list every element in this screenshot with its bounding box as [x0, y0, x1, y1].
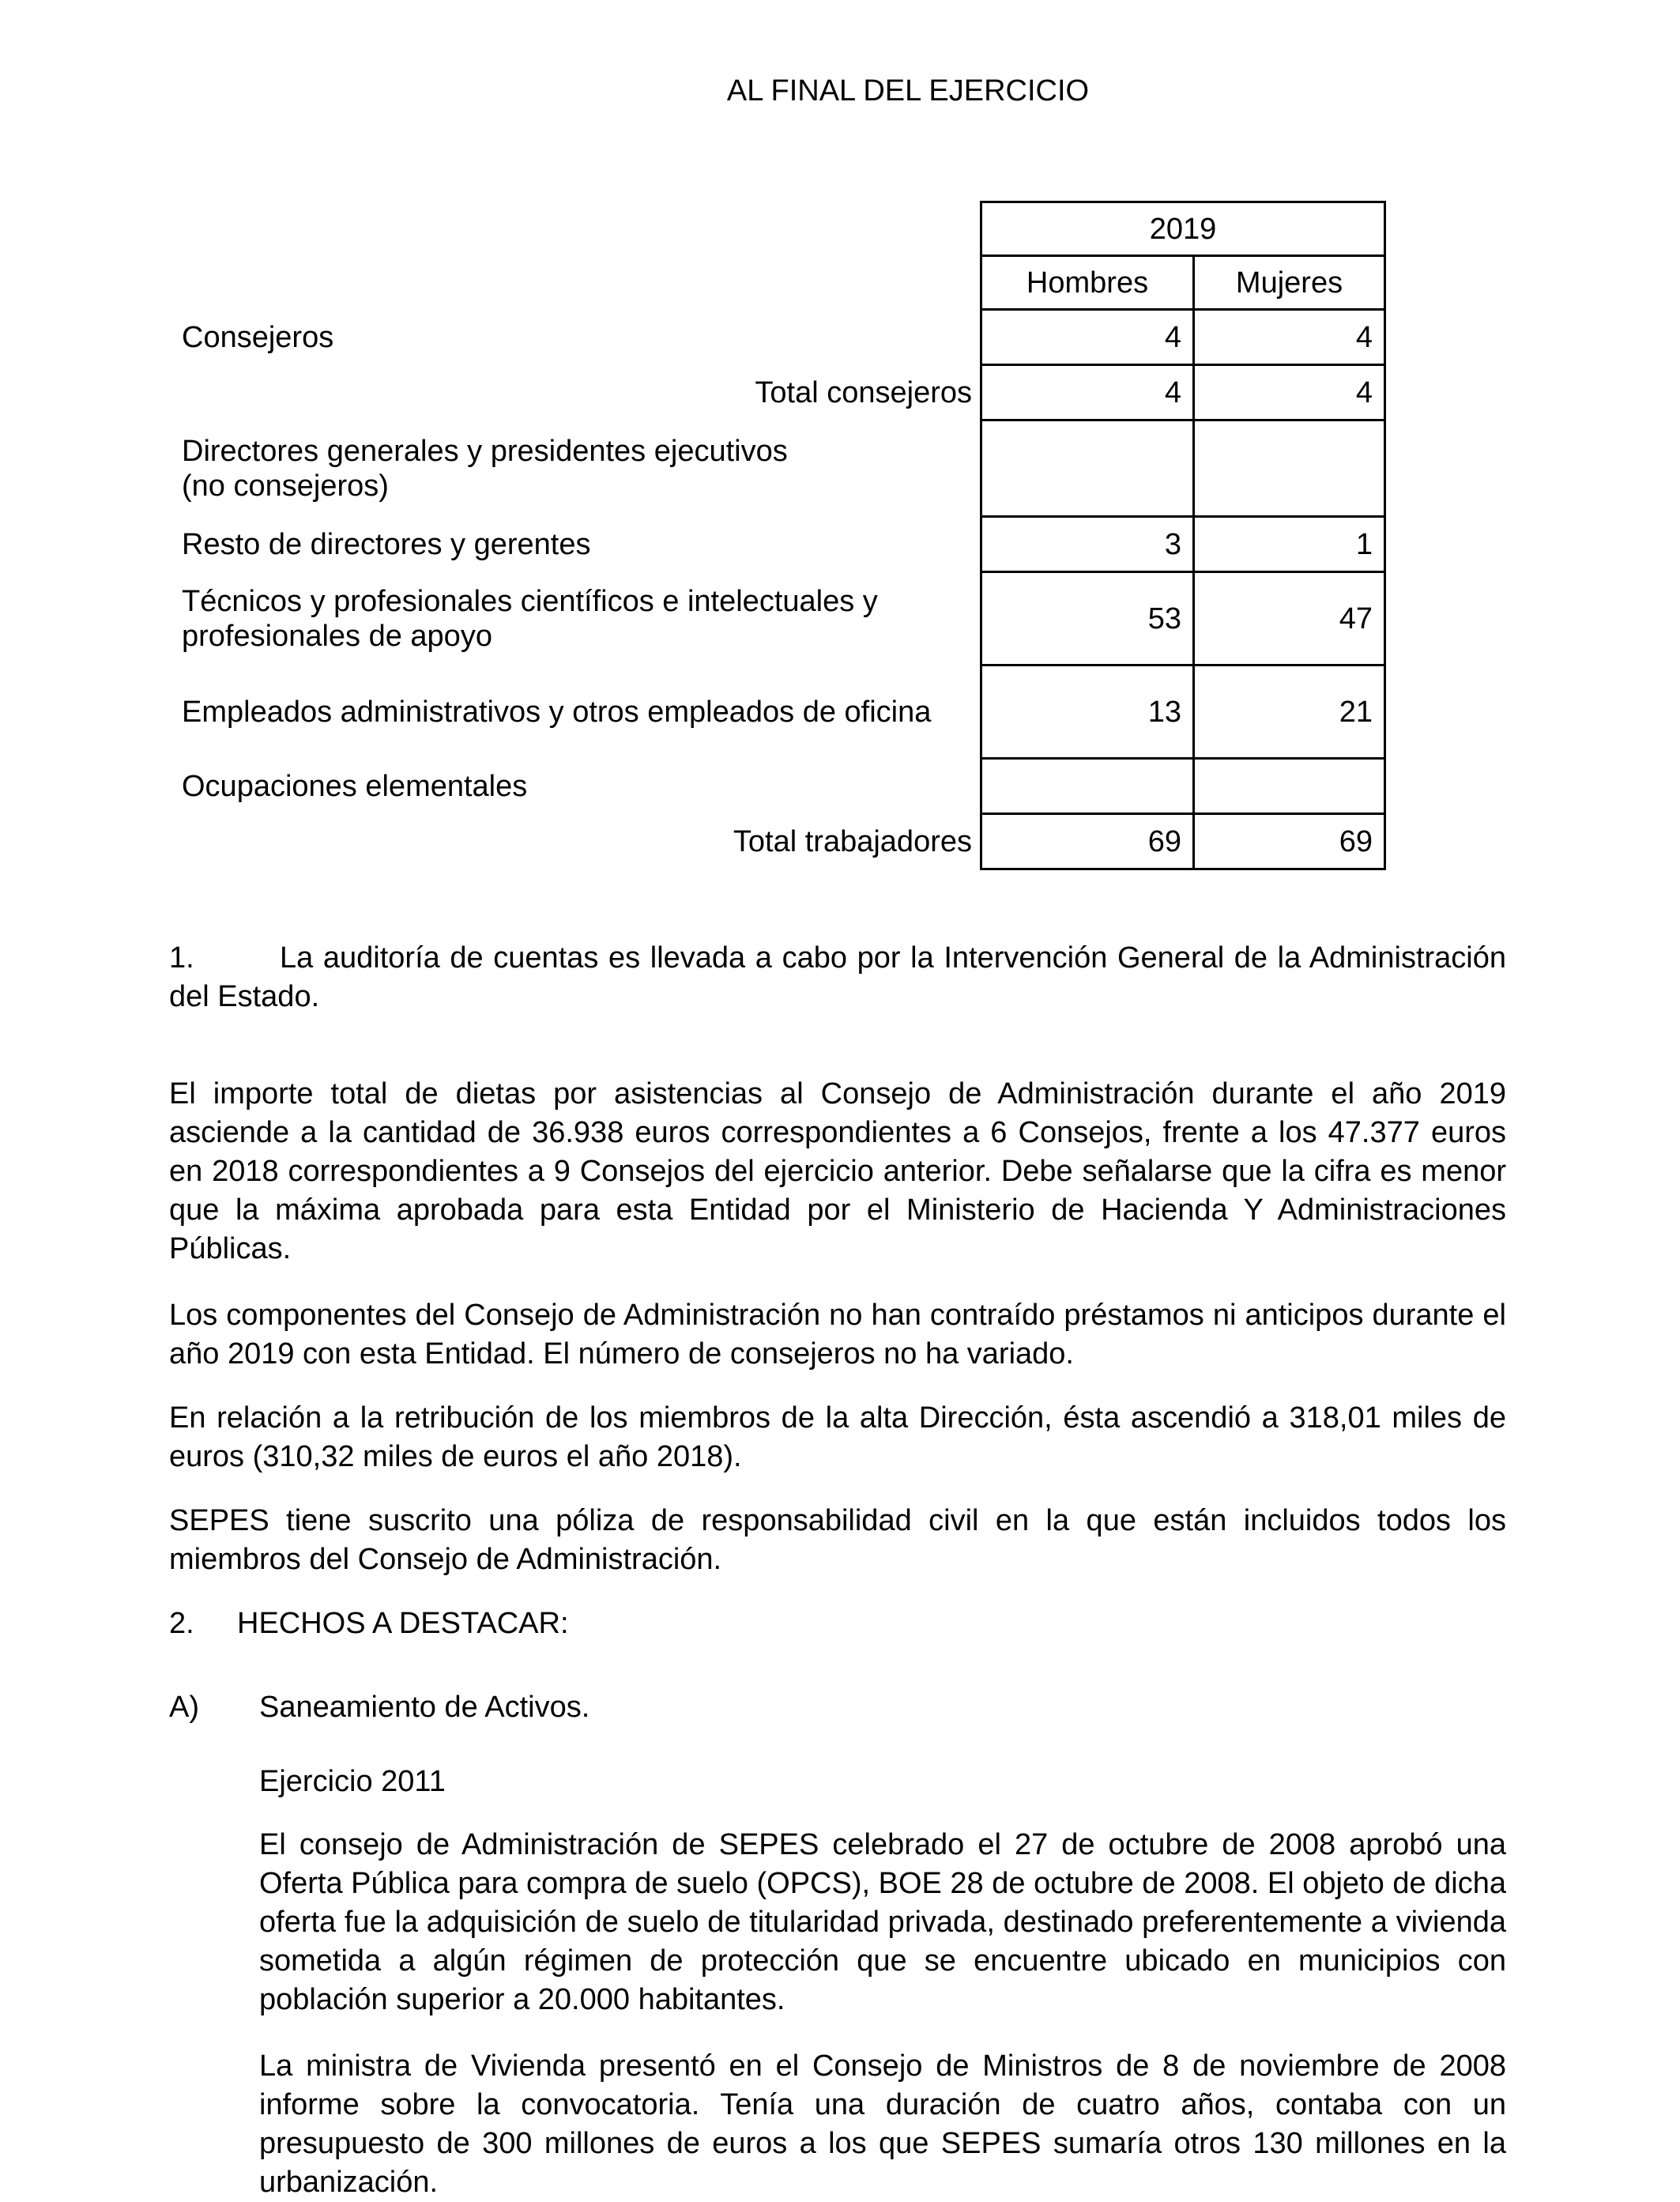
section-2-heading: [169, 1604, 1506, 1643]
section-1-text: La auditoría de cuentas es llevada a cabo por la Intervención General de la Administración del Estado.: [169, 941, 1506, 1013]
table-row: [174, 420, 1385, 517]
cell-men: 4: [981, 365, 1194, 420]
row-label: Total trabajadores: [733, 824, 972, 858]
table-row: [174, 666, 1385, 759]
cell-women: 4: [1194, 365, 1385, 420]
cell-men: [981, 420, 1194, 517]
row-label: Resto de directores y gerentes: [182, 527, 591, 561]
section-2-number: 2.: [169, 1607, 194, 1640]
ejercicio-label: Ejercicio 2011: [259, 1765, 446, 1798]
section-2-title: HECHOS A DESTACAR:: [237, 1607, 569, 1640]
table-row: [174, 814, 1385, 869]
staff-table: [174, 201, 1386, 870]
opcs-paragraph: El consejo de Administración de SEPES celebrado el 27 de octubre de 2008 aprobó una Oferta Pública para compra de suelo (OPCS), BOE 28 de octubre de 2008. El objeto de dicha oferta fue la adquisición de suelo de titularidad privada, destinado preferentemente a vivienda sometida a algún régimen de protección que se encuentre ubicado en municipios con población superior a 20.000 habitantes.: [259, 1828, 1506, 2016]
cell-men: [981, 759, 1194, 814]
table-row: [174, 365, 1385, 420]
table-row: [174, 759, 1385, 814]
subsection-a-heading: [169, 1688, 1506, 1727]
cell-men: 4: [981, 310, 1194, 365]
cell-men: 69: [981, 814, 1194, 869]
cell-women: 1: [1194, 517, 1385, 572]
dietas-paragraph: El importe total de dietas por asistencias al Consejo de Administración durante el año 2019 asciende a la cantidad de 36.938 euros correspondientes a 6 Consejos, frente a los 47.377 euros en 2018 correspondientes a 9 Consejos del ejercicio anterior. Debe señalarse que la cifra es menor que la máxima aprobada para esta Entidad por el Ministerio de Hacienda Y Administraciones Públicas.: [169, 1077, 1506, 1265]
subsection-a-number: A): [169, 1691, 199, 1724]
cell-women: 69: [1194, 814, 1385, 869]
year-header: 2019: [981, 202, 1385, 256]
table-row: [174, 572, 1385, 666]
table-row: [174, 517, 1385, 572]
table-header-year: [174, 202, 1385, 256]
row-label: Técnicos y profesionales científicos e intelectuales y profesionales de apoyo: [182, 584, 878, 653]
poliza-paragraph: SEPES tiene suscrito una póliza de responsabilidad civil en la que están incluidos todos los miembros del Consejo de Administración.: [169, 1504, 1506, 1576]
row-label: Consejeros: [182, 320, 334, 354]
row-label: Ocupaciones elementales: [182, 769, 528, 803]
cell-women: [1194, 759, 1385, 814]
cell-women: 21: [1194, 666, 1385, 759]
table-header-gender: [174, 256, 1385, 310]
row-label: Directores generales y presidentes ejecutivos (no consejeros): [182, 434, 788, 503]
col-men-header: Hombres: [981, 256, 1194, 310]
section-1-number: 1.: [169, 941, 194, 975]
cell-men: 13: [981, 666, 1194, 759]
cell-women: [1194, 420, 1385, 517]
ministra-paragraph: La ministra de Vivienda presentó en el Consejo de Ministros de 8 de noviembre de 2008 informe sobre la convocatoria. Tenía una duración de cuatro años, contaba con un presupuesto de 300 millones de euros a los que SEPES sumaría otros 130 millones en la urbanización.: [259, 2049, 1506, 2199]
table-row: [174, 310, 1385, 365]
cell-men: 53: [981, 572, 1194, 666]
row-label: Empleados administrativos y otros empleados de oficina: [182, 695, 932, 729]
retribucion-paragraph: En relación a la retribución de los miembros de la alta Dirección, ésta ascendió a 318,01 miles de euros (310,32 miles de euros el año 2018).: [169, 1401, 1506, 1473]
cell-women: 47: [1194, 572, 1385, 666]
cell-men: 3: [981, 517, 1194, 572]
section-heading: AL FINAL DEL EJERCICIO: [726, 74, 1090, 107]
section-1-paragraph: [169, 939, 1506, 1016]
col-women-header: Mujeres: [1194, 256, 1385, 310]
prestamos-paragraph: Los componentes del Consejo de Administración no han contraído préstamos ni anticipos durante el año 2019 con esta Entidad. El número de consejeros no ha variado.: [169, 1299, 1506, 1371]
cell-women: 4: [1194, 310, 1385, 365]
row-label: Total consejeros: [755, 375, 972, 409]
subsection-a-title: Saneamiento de Activos.: [259, 1691, 590, 1724]
